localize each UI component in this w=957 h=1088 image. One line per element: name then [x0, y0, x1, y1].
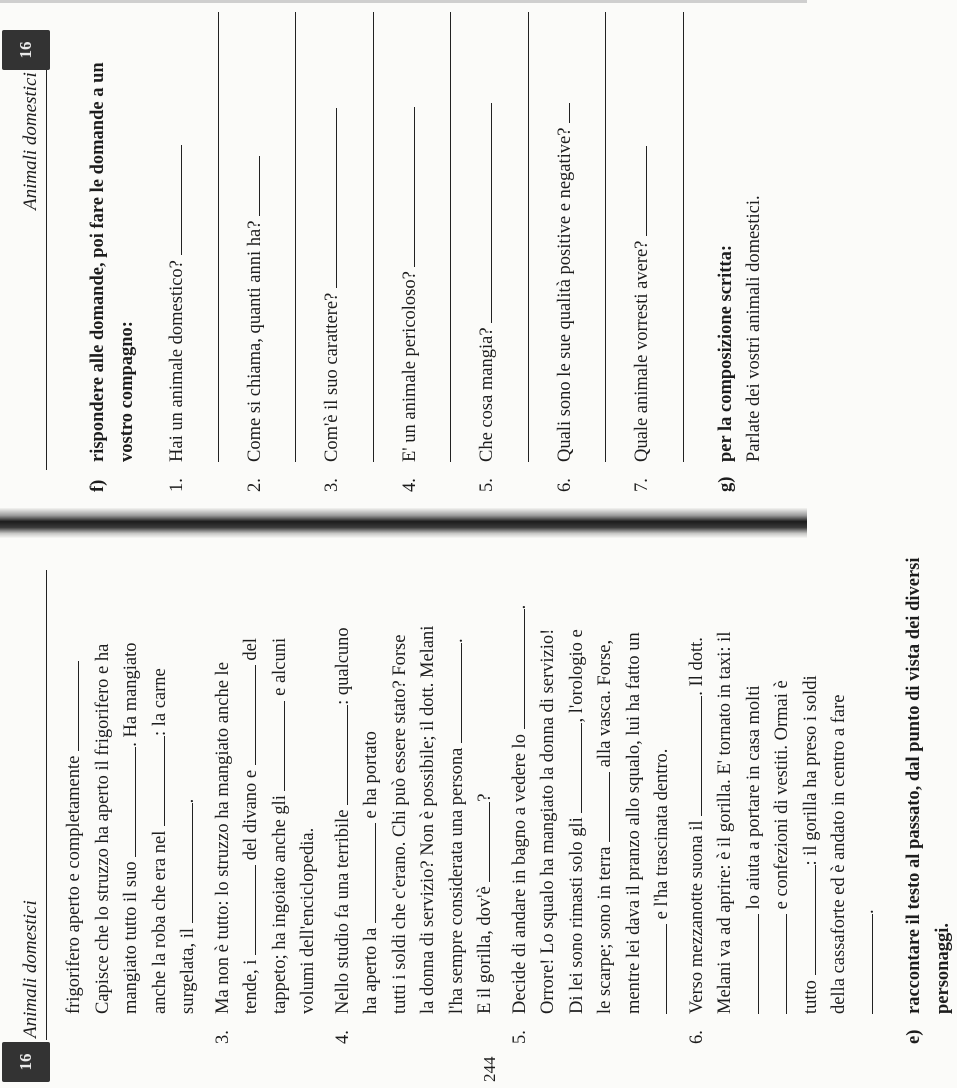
text-line: frigorifero aperto e completamente	[64, 755, 84, 1014]
text-line: Ma non è tutto: lo struzzo ha mangiato anche le	[212, 662, 233, 1014]
question-number: 6.	[554, 478, 575, 492]
text-line: .	[446, 638, 467, 644]
text-line: le scarpe; sono in terra	[595, 846, 615, 1014]
chapter-tab-label: 16	[16, 41, 35, 59]
fill-blank	[146, 736, 165, 826]
fill-blank	[443, 643, 462, 743]
answer-line	[528, 12, 529, 462]
text-line: del divano e	[241, 769, 261, 861]
text-line: ?	[475, 793, 495, 802]
answer-line	[605, 12, 606, 462]
fill-blank	[797, 865, 816, 975]
answer-line	[373, 12, 374, 462]
left-page	[0, 540, 953, 1088]
question-item	[318, 12, 374, 492]
section-g	[712, 12, 741, 492]
question-item	[396, 12, 452, 492]
text-line: Orrore! Lo squalo ha mangiato la donna di servizio!	[538, 628, 558, 1014]
answer-blank	[163, 145, 182, 255]
text-line: volumi dell'enciclopedia.	[298, 827, 318, 1014]
question-item	[473, 12, 529, 492]
right-page	[0, 0, 807, 500]
fill-blank	[854, 914, 873, 1014]
section-letter: g)	[715, 476, 736, 492]
question-number: 2.	[244, 478, 265, 492]
text-line: tende, i	[241, 959, 261, 1014]
exercise-text	[60, 544, 957, 1044]
question-item	[628, 12, 684, 492]
fill-blank	[563, 723, 582, 813]
text-line: la donna di servizio? Non è possibile; il dott. Melani	[418, 625, 438, 1014]
text-line: e l'ha trascinata dentro.	[652, 748, 672, 920]
text-line: e alcuni	[269, 637, 290, 696]
text-line: ha aperto la	[361, 927, 381, 1014]
fill-blank	[768, 914, 787, 1014]
book-spine	[0, 508, 807, 538]
continuation-paragraph	[60, 544, 203, 1044]
text-line: Nello studio fa una terribile	[332, 809, 353, 1014]
text-line: tutti i soldi che c'erano. Chi può essere stato? Forse	[389, 634, 410, 1014]
item-number: 3.	[212, 1030, 233, 1044]
section-g-text: Parlate dei vostri animali domestici.	[744, 195, 764, 462]
text-line: , l'orologio e	[566, 629, 587, 723]
fill-blank	[174, 803, 193, 923]
item-number: 5.	[509, 1030, 530, 1044]
question-text: Quali sono le sue qualità positive e negative?	[554, 127, 575, 462]
exercise-item	[209, 544, 323, 1044]
question-text: Come si chiama, quanti anni ha?	[244, 220, 265, 462]
section-title: per la composizione scritta:	[715, 245, 736, 462]
exercise-item	[506, 544, 677, 1044]
text-line: .	[857, 909, 878, 914]
text-line: .	[509, 604, 530, 610]
text-line: mangiato tutto il suo	[121, 861, 141, 1014]
section-f	[84, 12, 769, 492]
text-line: mentre lei dava il pranzo allo squalo, lui ha fatto un	[623, 632, 644, 1014]
text-line: del	[241, 638, 261, 661]
chapter-tab	[2, 30, 50, 70]
fill-blank	[60, 661, 79, 751]
question-number: 1.	[167, 478, 187, 492]
fill-blank	[266, 701, 285, 791]
text-line: E il gorilla, dov'è	[475, 886, 495, 1014]
text-line: della cassaforte ed è andato in centro a fare	[829, 694, 849, 1014]
fill-blank	[506, 609, 525, 729]
question-number: 4.	[399, 478, 420, 492]
answer-line	[450, 12, 451, 462]
question-text: Com'è il suo carattere?	[322, 292, 342, 462]
fill-blank	[740, 914, 759, 1014]
text-line: tappeto; ha ingoiato anche gli	[269, 795, 290, 1014]
fill-blank	[117, 747, 136, 857]
answer-line	[683, 12, 684, 462]
text-line: Decide di andare in bagno a vedere lo	[509, 734, 530, 1014]
section-instruction: rispondere alle domande, poi fare le domande a un vostro compagno:	[88, 62, 137, 462]
text-line: alla vasca. Forse,	[595, 639, 615, 768]
header-rule	[46, 70, 47, 470]
fill-blank	[648, 924, 667, 1014]
fill-blank	[237, 665, 256, 765]
question-text: Quale animale vorresti avere?	[632, 240, 652, 462]
chapter-tab-label: 16	[16, 1053, 35, 1071]
exercise-item	[329, 544, 500, 1044]
question-item	[163, 12, 219, 492]
answer-blank	[628, 146, 647, 236]
question-text: E' un animale pericoloso?	[399, 271, 420, 462]
answer-blank	[396, 107, 415, 267]
text-line: surgelata, il	[178, 928, 198, 1014]
text-line: Melani va ad aprire: è il gorilla. E' tornato in taxi: il	[715, 631, 735, 1014]
running-head: Animali domestici	[20, 72, 41, 210]
text-line: l'ha sempre considerata una persona	[446, 747, 467, 1014]
text-line: : la carne	[149, 668, 170, 737]
item-number: 4.	[332, 1030, 353, 1044]
question-text: Che cosa mangia?	[477, 327, 497, 462]
section-e	[900, 544, 957, 1044]
fill-blank	[471, 802, 490, 882]
text-line: . Ha mangiato	[121, 642, 141, 747]
text-line: e confezioni di vestiti. Ormai è	[772, 680, 792, 910]
answer-line	[295, 12, 296, 462]
question-number: 7.	[632, 478, 652, 492]
text-line: anche la roba che era nel	[149, 830, 170, 1014]
fill-blank	[329, 705, 348, 805]
text-line: . Il dott.	[686, 637, 707, 696]
section-instruction: raccontare il testo al passato, dal punto di vista dei diversi personaggi.	[904, 557, 953, 1014]
text-line: .	[178, 798, 198, 804]
fill-blank	[357, 823, 376, 923]
answer-blank	[551, 103, 570, 123]
question-number: 3.	[322, 478, 342, 492]
running-head: Animali domestici	[20, 900, 41, 1038]
question-text: Hai un animale domestico?	[167, 260, 187, 462]
text-line: tutto	[800, 980, 821, 1014]
fill-blank	[237, 865, 256, 955]
answer-blank	[318, 108, 337, 288]
fill-blank	[683, 696, 702, 816]
chapter-tab	[2, 1042, 50, 1082]
section-letter: f)	[88, 479, 108, 492]
page-number: 244	[480, 1056, 499, 1082]
item-number: 6.	[686, 1030, 707, 1044]
text-line: Di lei sono rimasti solo gli	[566, 817, 587, 1014]
fill-blank	[591, 772, 610, 842]
text-line: lo aiuta a portare in casa molti	[743, 685, 764, 910]
text-line: Verso mezzanotte suona il	[686, 820, 707, 1014]
exercise-item	[683, 544, 883, 1044]
text-line: e ha portato	[361, 731, 381, 819]
answer-blank	[241, 156, 260, 216]
question-item	[551, 12, 607, 492]
header-rule	[46, 570, 47, 1040]
section-letter: e)	[904, 1029, 924, 1044]
question-item	[241, 12, 297, 492]
text-line: : qualcuno	[332, 627, 353, 705]
answer-blank	[473, 103, 492, 323]
answer-line	[218, 12, 219, 462]
question-number: 5.	[477, 478, 497, 492]
text-line: Capisce che lo struzzo ha aperto il frigorifero e ha	[92, 643, 113, 1014]
text-line: : il gorilla ha preso i soldi	[800, 675, 821, 866]
